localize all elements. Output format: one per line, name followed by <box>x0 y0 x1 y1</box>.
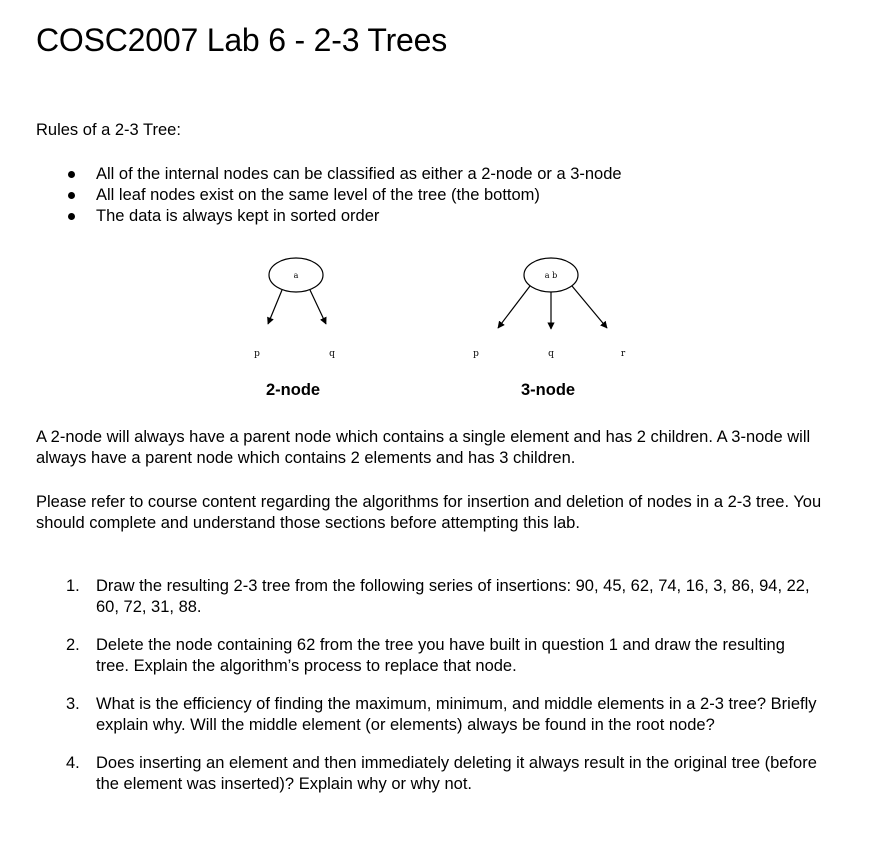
two-node-child-q: q <box>329 349 335 359</box>
rules-item: All of the internal nodes can be classified as either a 2-node or a 3-node <box>62 164 622 185</box>
question-number: 1. <box>66 577 80 595</box>
two-node-edge-left <box>268 290 282 324</box>
three-node-child-r: r <box>620 349 626 359</box>
question-number: 3. <box>66 695 80 713</box>
question-number: 4. <box>66 754 80 772</box>
two-node-caption: 2-node <box>266 381 321 399</box>
question-item <box>60 576 820 618</box>
three-node-diagram <box>473 258 626 359</box>
two-node-label: a <box>293 271 299 280</box>
two-node-child-p: p <box>254 349 260 359</box>
rules-heading: Rules of a 2-3 Tree: <box>36 121 181 139</box>
three-node-edge-left <box>498 286 530 328</box>
three-node-child-p: p <box>473 349 479 359</box>
question-list <box>60 576 820 812</box>
question-item <box>60 694 820 736</box>
question-text: What is the efficiency of finding the maximum, minimum, and middle elements in a 2-3 tree? Briefly explain why. Will the middle element (or elements) always be found in the root node? <box>96 695 817 734</box>
question-item <box>60 635 820 677</box>
course-content-paragraph: Please refer to course content regarding the algorithms for insertion and deletion of nodes in a 2-3 tree. You should complete and understand those sections before attempting this lab. <box>36 493 822 532</box>
tree-node-diagram <box>230 250 650 370</box>
two-node-edge-right <box>310 290 326 324</box>
question-text: Draw the resulting 2-3 tree from the following series of insertions: 90, 45, 62, 74, 16, 3, 86, 94, 22, 60, 72, 31, 88. <box>96 577 810 616</box>
two-node-diagram <box>254 258 335 359</box>
question-text: Does inserting an element and then immediately deleting it always result in the original tree (before the element was inserted)? Explain why or why not. <box>96 754 817 793</box>
three-node-caption: 3-node <box>521 381 576 399</box>
rules-list <box>62 164 622 227</box>
page-title: COSC2007 Lab 6 - 2-3 Trees <box>36 22 448 58</box>
rules-item: All leaf nodes exist on the same level of the tree (the bottom) <box>62 185 622 206</box>
question-text: Delete the node containing 62 from the tree you have built in question 1 and draw the resulting tree. Explain the algorithm’s process to replace that node. <box>96 636 785 675</box>
three-node-child-q: q <box>548 349 554 359</box>
question-number: 2. <box>66 636 80 654</box>
three-node-edge-right <box>572 286 607 328</box>
three-node-label: a b <box>544 271 558 280</box>
rules-item: The data is always kept in sorted order <box>62 206 622 227</box>
question-item <box>60 753 820 795</box>
node-description-paragraph: A 2-node will always have a parent node which contains a single element and has 2 children. A 3-node will always have a parent node which contains 2 elements and has 3 children. <box>36 428 811 467</box>
